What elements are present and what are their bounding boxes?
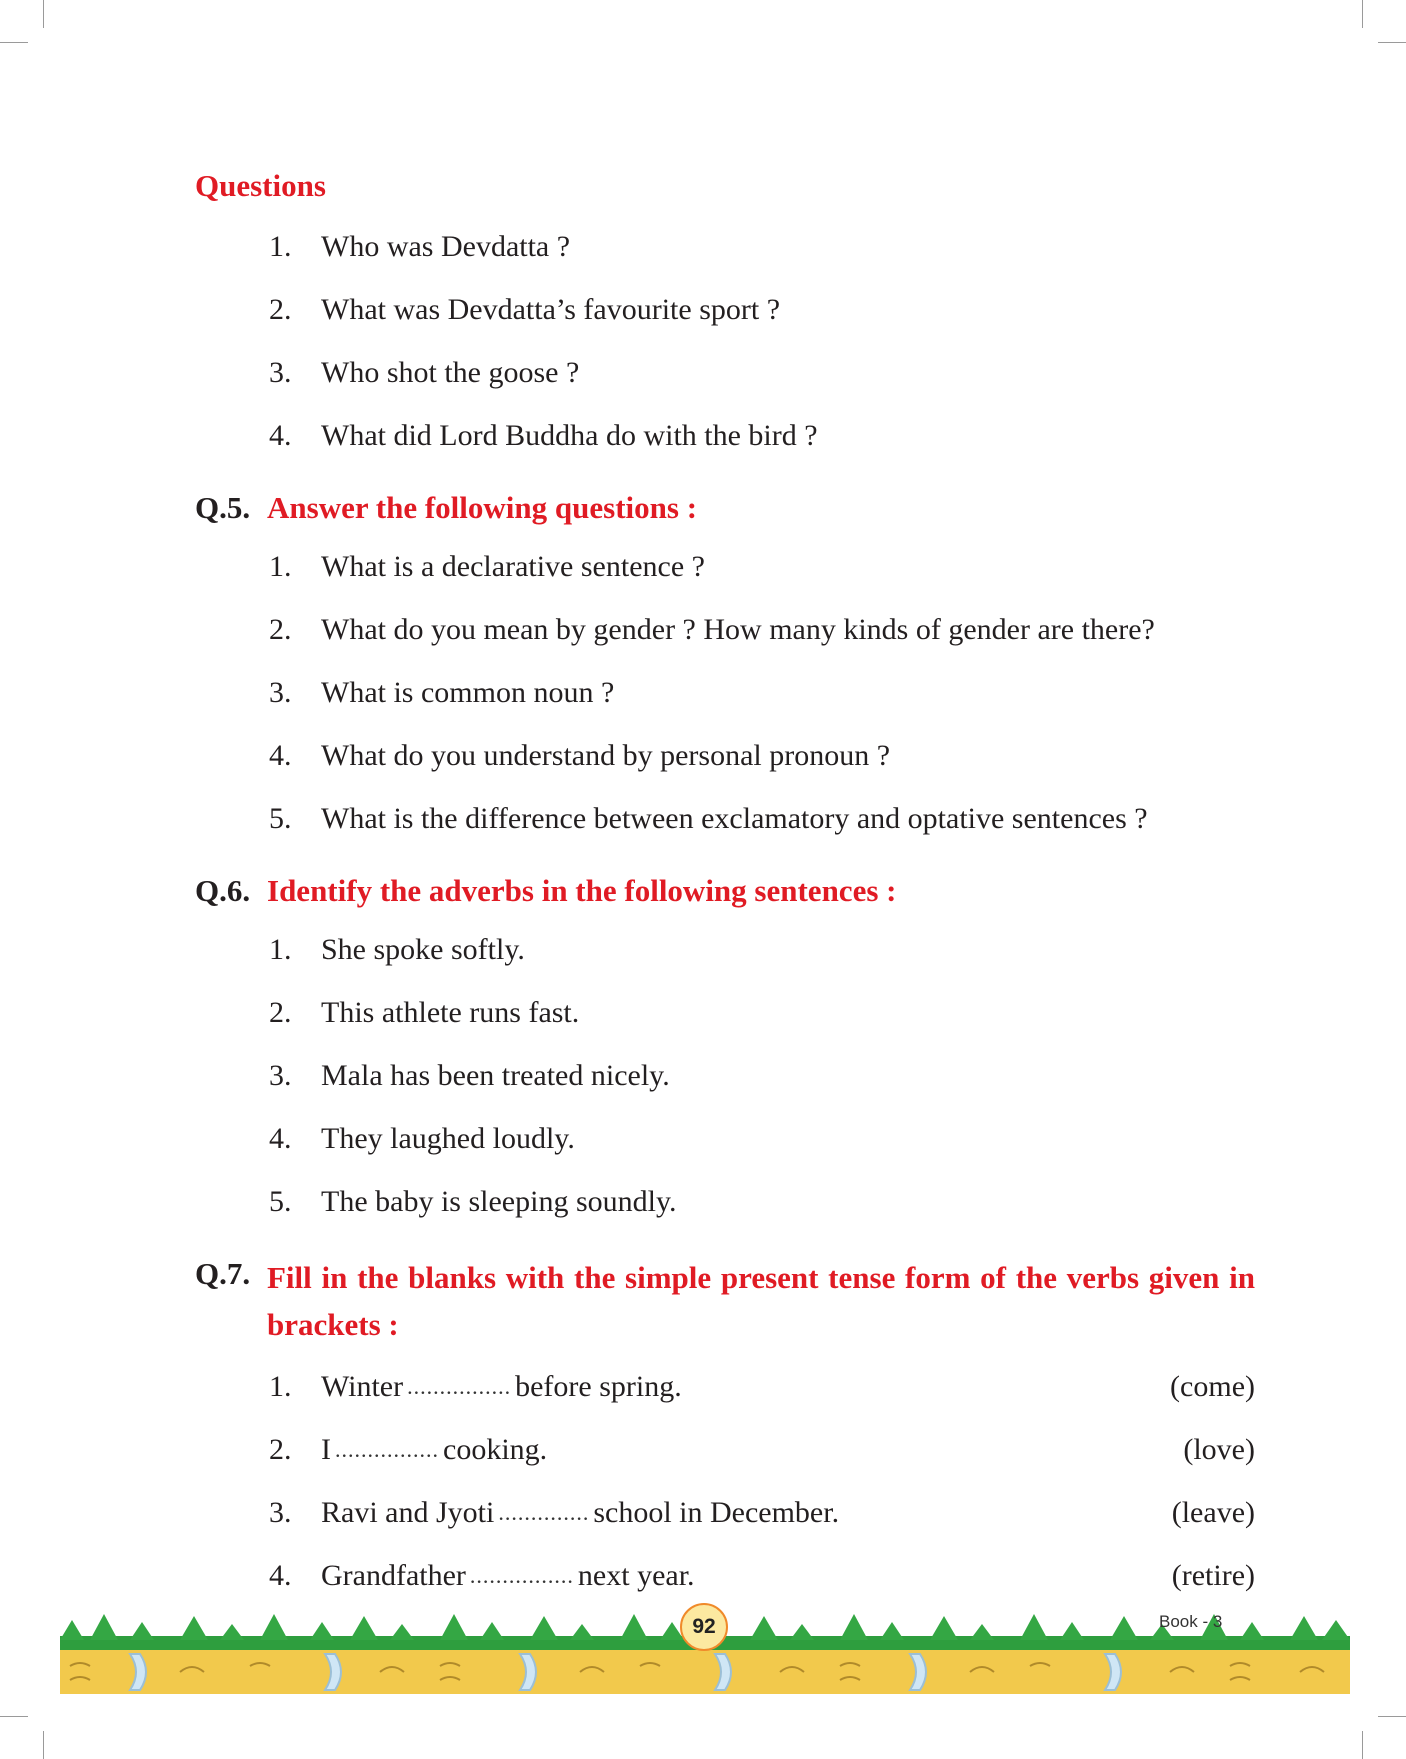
- item-number: 3.: [269, 356, 292, 389]
- item-number: 4.: [269, 1122, 292, 1155]
- item-text: The baby is sleeping soundly.: [321, 1185, 677, 1218]
- list-item: [269, 291, 1255, 354]
- q7-title: Fill in the blanks with the simple present tense form of the verbs given in brackets :: [267, 1260, 1255, 1342]
- verb-hint: (love): [1183, 1433, 1255, 1466]
- q6-number: Q.6.: [195, 873, 251, 908]
- list-item: [269, 228, 1255, 291]
- page-number: 92: [680, 1603, 728, 1651]
- blank-dots: ..............: [498, 1500, 590, 1525]
- list-item: [269, 1120, 1255, 1183]
- blank-dots: ................: [407, 1374, 512, 1399]
- item-text: What did Lord Buddha do with the bird ?: [321, 419, 818, 452]
- list-item: [269, 1494, 1255, 1557]
- item-number: 1.: [269, 550, 292, 583]
- item-number: 2.: [269, 613, 292, 646]
- item-text: What do you understand by personal pronoun ?: [321, 739, 891, 772]
- q5-list: [269, 548, 1255, 863]
- q5-heading: [195, 488, 1255, 528]
- list-item: [269, 354, 1255, 417]
- blank-before-text: I: [321, 1433, 331, 1466]
- list-item: [269, 548, 1255, 611]
- verb-hint: (leave): [1171, 1496, 1255, 1529]
- blank-dots: ................: [335, 1437, 439, 1462]
- q7-list: [269, 1368, 1255, 1620]
- book-label: Book - 3: [1159, 1612, 1223, 1631]
- list-item: [269, 800, 1255, 863]
- crop-mark: [0, 42, 28, 43]
- item-number: 4.: [269, 739, 292, 772]
- list-item: [269, 931, 1255, 994]
- list-item: [269, 674, 1255, 737]
- item-number: 3.: [269, 676, 292, 709]
- crop-mark: [43, 1731, 44, 1759]
- item-text: This athlete runs fast.: [321, 996, 580, 1029]
- item-number: 2.: [269, 996, 292, 1029]
- item-number: 2.: [269, 293, 292, 326]
- questions-heading: Questions: [195, 168, 326, 203]
- item-number: 1.: [269, 933, 292, 966]
- item-text: What do you mean by gender ? How many kinds of gender are there?: [321, 613, 1155, 646]
- blank-before-text: Winter: [321, 1370, 404, 1403]
- item-number: 3.: [269, 1496, 292, 1529]
- item-text: What was Devdatta’s favourite sport ?: [321, 293, 781, 326]
- verb-hint: (come): [1170, 1370, 1255, 1403]
- blank-before-text: Grandfather: [321, 1559, 466, 1592]
- questions-list: [269, 228, 1255, 480]
- list-item: [269, 1183, 1255, 1246]
- list-item: [269, 1057, 1255, 1120]
- item-text: What is the difference between exclamatory and optative sentences ?: [321, 802, 1148, 835]
- crop-mark: [1362, 0, 1363, 28]
- blank-after-text: before spring.: [515, 1370, 682, 1403]
- item-number: 3.: [269, 1059, 292, 1092]
- q6-heading: [195, 871, 1255, 911]
- item-number: 1.: [269, 1370, 292, 1403]
- item-number: 5.: [269, 1185, 292, 1218]
- crop-mark: [1378, 1716, 1406, 1717]
- crop-mark: [43, 0, 44, 28]
- item-text: Mala has been treated nicely.: [321, 1059, 670, 1092]
- item-number: 2.: [269, 1433, 292, 1466]
- item-text: They laughed loudly.: [321, 1122, 575, 1155]
- item-text: She spoke softly.: [321, 933, 525, 966]
- item-number: 1.: [269, 230, 292, 263]
- q7-number: Q.7.: [195, 1256, 251, 1291]
- list-item: [269, 1368, 1255, 1431]
- item-number: 4.: [269, 419, 292, 452]
- q6-list: [269, 931, 1255, 1246]
- blank-dots: ................: [469, 1563, 574, 1588]
- page-content: [195, 166, 1255, 1620]
- verb-hint: (retire): [1171, 1559, 1255, 1592]
- item-text: What is a declarative sentence ?: [321, 550, 705, 583]
- road-icon: [60, 1650, 1350, 1694]
- item-text: What is common noun ?: [321, 676, 615, 709]
- q5-number: Q.5.: [195, 490, 251, 525]
- blank-after-text: next year.: [577, 1559, 695, 1592]
- item-text: Who shot the goose ?: [321, 356, 580, 389]
- list-item: [269, 417, 1255, 480]
- blank-after-text: cooking.: [443, 1433, 548, 1466]
- q5-title: Answer the following questions :: [267, 490, 698, 525]
- blank-after-text: school in December.: [593, 1496, 840, 1529]
- item-number: 4.: [269, 1559, 292, 1592]
- list-item: [269, 737, 1255, 800]
- crop-mark: [1378, 42, 1406, 43]
- list-item: [269, 994, 1255, 1057]
- crop-mark: [0, 1716, 28, 1717]
- list-item: [269, 611, 1255, 674]
- q7-heading: [195, 1254, 1255, 1348]
- item-number: 5.: [269, 802, 292, 835]
- q6-title: Identify the adverbs in the following sentences :: [267, 873, 897, 908]
- item-text: Who was Devdatta ?: [321, 230, 571, 263]
- crop-mark: [1362, 1731, 1363, 1759]
- blank-before-text: Ravi and Jyoti: [321, 1496, 495, 1529]
- list-item: [269, 1431, 1255, 1494]
